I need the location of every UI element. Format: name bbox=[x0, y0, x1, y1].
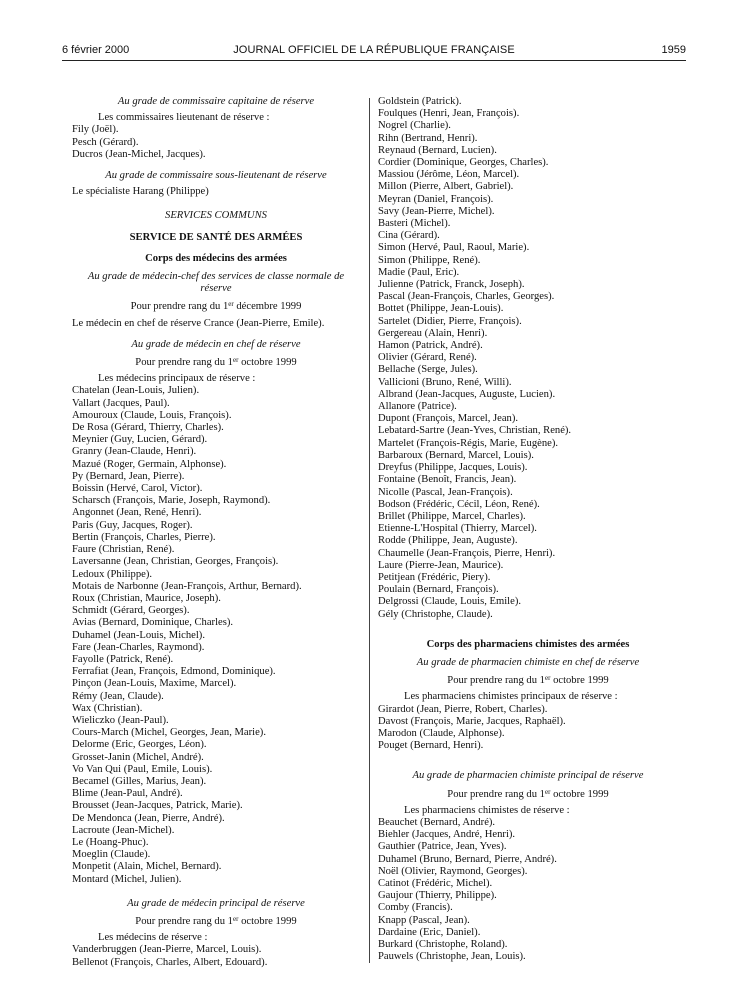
list-item: Paris (Guy, Jacques, Roger). bbox=[72, 519, 193, 531]
list-item: Massiou (Jérôme, Léon, Marcel). bbox=[378, 169, 520, 181]
list-item: De Mendonca (Jean, Pierre, André). bbox=[72, 812, 225, 824]
section-heading: Au grade de commissaire capitaine de réserve bbox=[117, 96, 315, 107]
services-heading: SERVICES COMMUNS bbox=[165, 210, 267, 222]
list-item: Goldstein (Patrick). bbox=[378, 96, 462, 107]
list-item: Fontaine (Benoît, Francis, Jean). bbox=[378, 474, 517, 486]
list-item: Pesch (Gérard). bbox=[72, 136, 139, 148]
list-item: Montard (Michel, Julien). bbox=[72, 873, 182, 885]
list-item: Bellenot (François, Charles, Albert, Edouard). bbox=[72, 956, 268, 968]
section-heading: Au grade de pharmacien chimiste principal de réserve bbox=[412, 770, 644, 782]
list-item: Julienne (Patrick, Franck, Joseph). bbox=[378, 279, 525, 291]
list-item: Foulques (Henri, Jean, François). bbox=[378, 108, 520, 120]
list-item: Simon (Hervé, Paul, Raoul, Marie). bbox=[378, 242, 530, 254]
intro-line: Les pharmaciens chimistes de réserve : bbox=[404, 804, 570, 816]
list-item: Nicolle (Pascal, Jean-François). bbox=[378, 486, 513, 498]
list-item: Brousset (Jean-Jacques, Patrick, Marie). bbox=[72, 800, 243, 812]
intro-line: Le spécialiste Harang (Philippe) bbox=[72, 186, 209, 198]
list-item: Lacroute (Jean-Michel). bbox=[72, 824, 175, 836]
list-item: Bellache (Serge, Jules). bbox=[378, 364, 478, 376]
rank-date: Pour prendre rang du 1er octobre 1999 bbox=[447, 787, 609, 800]
list-item: Poulain (Bernard, François). bbox=[378, 584, 499, 596]
name-list bbox=[378, 704, 678, 753]
list-item: Grosset-Janin (Michel, André). bbox=[72, 751, 204, 763]
list-item: Lebatard-Sartre (Jean-Yves, Christian, René). bbox=[378, 425, 572, 437]
list-item: Faure (Christian, René). bbox=[72, 544, 175, 556]
list-item: Laure (Pierre-Jean, Maurice). bbox=[378, 559, 504, 571]
left-column bbox=[72, 96, 360, 969]
list-item: Beauchet (Bernard, André). bbox=[378, 816, 496, 828]
rank-date: Pour prendre rang du 1er octobre 1999 bbox=[135, 914, 297, 927]
section-heading: Au grade de médecin en chef de réserve bbox=[131, 338, 301, 350]
list-item: Amouroux (Claude, Louis, François). bbox=[72, 409, 232, 421]
list-item: Cours-March (Michel, Georges, Jean, Marie). bbox=[72, 727, 266, 739]
list-item: Madie (Paul, Eric). bbox=[378, 266, 460, 278]
list-item: Mazué (Roger, Germain, Alphonse). bbox=[72, 458, 227, 470]
rank-date: Pour prendre rang du 1er décembre 1999 bbox=[130, 300, 302, 313]
list-item: Dupont (François, Marcel, Jean). bbox=[378, 413, 519, 425]
list-item: Marodon (Claude, Alphonse). bbox=[378, 727, 505, 739]
list-item: Sartelet (Didier, Pierre, François). bbox=[378, 315, 522, 327]
list-item: Gauthier (Patrice, Jean, Yves). bbox=[378, 841, 507, 853]
rank-date: Pour prendre rang du 1er octobre 1999 bbox=[447, 674, 609, 687]
list-item: Pauwels (Christophe, Jean, Louis). bbox=[378, 951, 526, 963]
section-heading: Au grade de médecin principal de réserve bbox=[127, 897, 305, 909]
intro-line: Les médecins de réserve : bbox=[98, 932, 208, 944]
list-item: Savy (Jean-Pierre, Michel). bbox=[378, 205, 495, 217]
name-list bbox=[378, 96, 678, 621]
header-page-number: 1959 bbox=[661, 44, 686, 56]
list-item: Scharsch (François, Marie, Joseph, Raymond). bbox=[72, 495, 271, 507]
list-item: Simon (Philippe, René). bbox=[378, 254, 481, 266]
column-divider bbox=[369, 98, 370, 963]
header-date: 6 février 2000 bbox=[62, 44, 130, 56]
list-item: Moeglin (Claude). bbox=[72, 849, 151, 861]
list-item: Pouget (Bernard, Henri). bbox=[378, 740, 484, 752]
list-item: Dardaine (Eric, Daniel). bbox=[378, 926, 481, 938]
list-item: Wieliczko (Jean-Paul). bbox=[72, 714, 169, 726]
list-item: Olivier (Gérard, René). bbox=[378, 352, 477, 364]
list-item: Avias (Bernard, Dominique, Charles). bbox=[72, 617, 234, 629]
list-item: Monpetit (Alain, Michel, Bernard). bbox=[72, 861, 222, 873]
list-item: Bodson (Frédéric, Cécil, Léon, René). bbox=[378, 498, 540, 510]
list-item: Girardot (Jean, Pierre, Robert, Charles). bbox=[378, 703, 548, 715]
header-rule bbox=[62, 60, 686, 61]
list-item: Schmidt (Gérard, Georges). bbox=[72, 605, 190, 617]
list-item: Davost (François, Marie, Jacques, Raphaël). bbox=[378, 715, 566, 727]
list-item: Boissin (Hervé, Carol, Victor). bbox=[72, 483, 203, 495]
list-item: Le (Hoang-Phuc). bbox=[72, 836, 149, 848]
list-item: Blime (Jean-Paul, André). bbox=[72, 788, 183, 800]
list-item: Fare (Jean-Charles, Raymond). bbox=[72, 641, 205, 653]
list-item: Gély (Christophe, Claude). bbox=[378, 608, 493, 620]
list-item: Rémy (Jean, Claude). bbox=[72, 690, 164, 702]
list-item: Bertin (François, Charles, Pierre). bbox=[72, 531, 216, 543]
list-item: Laversanne (Jean, Christian, Georges, François). bbox=[72, 556, 279, 568]
list-item: Knapp (Pascal, Jean). bbox=[378, 914, 470, 926]
list-item: Biehler (Jacques, André, Henri). bbox=[378, 829, 516, 841]
corps-heading: Corps des pharmaciens chimistes des armées bbox=[426, 638, 630, 650]
list-item: Py (Bernard, Jean, Pierre). bbox=[72, 470, 185, 482]
list-item: Angonnet (Jean, René, Henri). bbox=[72, 507, 202, 519]
list-item: Barbaroux (Bernard, Marcel, Louis). bbox=[378, 449, 534, 461]
list-item: Motais de Narbonne (Jean-François, Arthur, Bernard). bbox=[72, 580, 302, 592]
corps-heading: Corps des médecins des armées bbox=[145, 252, 287, 264]
list-item: Chaumelle (Jean-François, Pierre, Henri). bbox=[378, 547, 556, 559]
list-item: Vallicioni (Bruno, René, Willi). bbox=[378, 376, 512, 388]
list-item: Pascal (Jean-François, Charles, Georges). bbox=[378, 291, 555, 303]
list-item: Fily (Joël). bbox=[72, 124, 119, 136]
list-item: Meynier (Guy, Lucien, Gérard). bbox=[72, 434, 208, 446]
name-list bbox=[72, 124, 360, 161]
list-item: Hamon (Patrick, André). bbox=[378, 340, 483, 352]
list-item: Petitjean (Frédéric, Piery). bbox=[378, 571, 491, 583]
list-item: Pinçon (Jean-Louis, Maxime, Marcel). bbox=[72, 678, 237, 690]
service-heading: SERVICE DE SANTÉ DES ARMÉES bbox=[129, 231, 303, 243]
list-item: Ferrafiat (Jean, François, Edmond, Dominique). bbox=[72, 666, 276, 678]
list-item: Millon (Pierre, Albert, Gabriel). bbox=[378, 181, 514, 193]
list-item: Roux (Christian, Maurice, Joseph). bbox=[72, 592, 221, 604]
list-item: De Rosa (Gérard, Thierry, Charles). bbox=[72, 422, 224, 434]
list-item: Duhamel (Bruno, Bernard, Pierre, André). bbox=[378, 853, 557, 865]
list-item: Vo Van Qui (Paul, Emile, Louis). bbox=[72, 763, 213, 775]
list-item: Catinot (Frédéric, Michel). bbox=[378, 877, 493, 889]
section-heading: Au grade de commissaire sous-lieutenant de réserve bbox=[105, 170, 327, 182]
list-item: Fayolle (Patrick, René). bbox=[72, 653, 174, 665]
intro-line: Le médecin en chef de réserve Crance (Jean-Pierre, Emile). bbox=[72, 317, 325, 329]
list-item: Granry (Jean-Claude, Henri). bbox=[72, 446, 197, 458]
list-item: Rihn (Bertrand, Henri). bbox=[378, 132, 478, 144]
list-item: Gaujour (Thierry, Philippe). bbox=[378, 890, 497, 902]
section-heading: Au grade de médecin-chef des services de classe normale de réserve bbox=[87, 271, 345, 295]
page-header bbox=[62, 40, 686, 60]
list-item: Ledoux (Philippe). bbox=[72, 568, 153, 580]
name-list bbox=[72, 385, 360, 885]
list-item: Allanore (Patrice). bbox=[378, 401, 457, 413]
list-item: Albrand (Jean-Jacques, Auguste, Lucien). bbox=[378, 388, 556, 400]
list-item: Meyran (Daniel, François). bbox=[378, 193, 494, 205]
list-item: Etienne-L'Hospital (Thierry, Marcel). bbox=[378, 523, 537, 535]
list-item: Nogrel (Charlie). bbox=[378, 120, 451, 132]
list-item: Vallart (Jacques, Paul). bbox=[72, 397, 170, 409]
list-item: Noël (Olivier, Raymond, Georges). bbox=[378, 865, 528, 877]
list-item: Delgrossi (Claude, Louis, Emile). bbox=[378, 596, 521, 608]
intro-line: Les médecins principaux de réserve : bbox=[98, 373, 256, 385]
intro-line: Les pharmaciens chimistes principaux de réserve : bbox=[404, 691, 618, 703]
list-item: Cina (Gérard). bbox=[378, 230, 440, 242]
list-item: Bottet (Philippe, Jean-Louis). bbox=[378, 303, 504, 315]
name-list bbox=[378, 817, 678, 963]
rank-date: Pour prendre rang du 1er octobre 1999 bbox=[135, 356, 297, 369]
list-item: Dreyfus (Philippe, Jacques, Louis). bbox=[378, 462, 528, 474]
list-item: Comby (Francis). bbox=[378, 902, 453, 914]
list-item: Wax (Christian). bbox=[72, 702, 143, 714]
list-item: Martelet (François-Régis, Marie, Eugène). bbox=[378, 437, 559, 449]
name-list bbox=[72, 944, 360, 968]
list-item: Basteri (Michel). bbox=[378, 218, 451, 230]
intro-line: Les commissaires lieutenant de réserve : bbox=[98, 112, 270, 124]
list-item: Becamel (Gilles, Marius, Jean). bbox=[72, 775, 207, 787]
list-item: Gergereau (Alain, Henri). bbox=[378, 327, 488, 339]
list-item: Vanderbruggen (Jean-Pierre, Marcel, Louis). bbox=[72, 944, 262, 956]
section-heading: Au grade de pharmacien chimiste en chef de réserve bbox=[416, 656, 640, 668]
list-item: Chatelan (Jean-Louis, Julien). bbox=[72, 385, 200, 397]
list-item: Duhamel (Jean-Louis, Michel). bbox=[72, 629, 205, 641]
list-item: Ducros (Jean-Michel, Jacques). bbox=[72, 148, 206, 160]
list-item: Brillet (Philippe, Marcel, Charles). bbox=[378, 510, 526, 522]
right-column bbox=[378, 96, 678, 963]
list-item: Reynaud (Bernard, Lucien). bbox=[378, 144, 497, 156]
list-item: Delorme (Eric, Georges, Léon). bbox=[72, 739, 207, 751]
header-title: JOURNAL OFFICIEL DE LA RÉPUBLIQUE FRANÇAISE bbox=[233, 44, 515, 56]
list-item: Burkard (Christophe, Roland). bbox=[378, 939, 508, 950]
list-item: Rodde (Philippe, Jean, Auguste). bbox=[378, 535, 518, 547]
list-item: Cordier (Dominique, Georges, Charles). bbox=[378, 157, 549, 169]
